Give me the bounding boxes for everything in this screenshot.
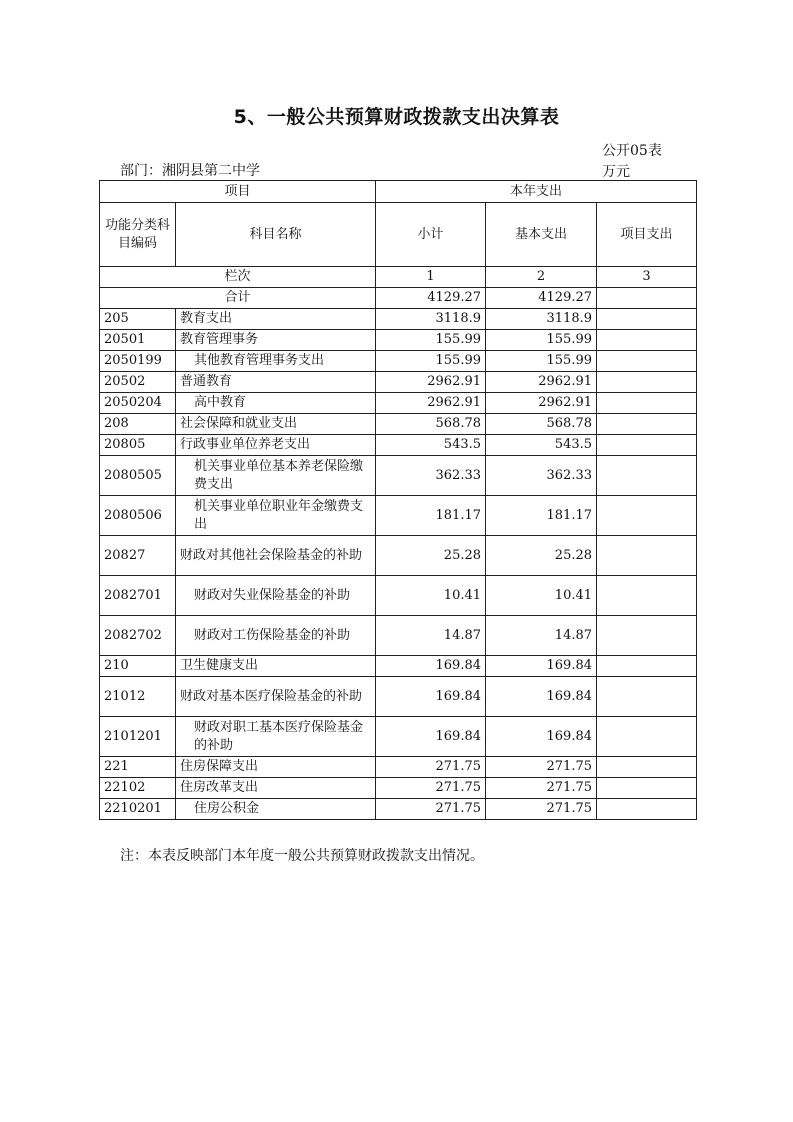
row-basic: 169.84 (486, 656, 597, 677)
row-project (597, 616, 697, 656)
table-row (100, 616, 697, 656)
table-row (100, 536, 697, 576)
total-subtotal: 4129.27 (376, 288, 486, 309)
row-name: 住房保障支出 (176, 757, 376, 778)
column-index-row (100, 267, 697, 288)
row-basic: 568.78 (486, 414, 597, 435)
column-index-3: 3 (597, 267, 697, 288)
table-row (100, 757, 697, 778)
page-title: 5、一般公共预算财政拨款支出决算表 (233, 106, 560, 128)
row-subtotal: 362.33 (376, 456, 486, 496)
row-code: 205 (100, 309, 176, 330)
row-code: 2080505 (100, 456, 176, 496)
table-row (100, 656, 697, 677)
row-name: 财政对失业保险基金的补助 (176, 576, 376, 616)
row-name: 社会保障和就业支出 (176, 414, 376, 435)
row-project (597, 757, 697, 778)
row-project (597, 372, 697, 393)
row-basic: 271.75 (486, 757, 597, 778)
column-index-1: 1 (376, 267, 486, 288)
table-row (100, 309, 697, 330)
row-project (597, 677, 697, 717)
row-name: 财政对基本医疗保险基金的补助 (176, 677, 376, 717)
row-code: 2210201 (100, 799, 176, 820)
row-name: 财政对职工基本医疗保险基金的补助 (176, 717, 376, 757)
row-code: 22102 (100, 778, 176, 799)
table-row (100, 496, 697, 536)
header-subtotal: 小计 (376, 203, 486, 267)
row-project (597, 536, 697, 576)
row-subtotal: 169.84 (376, 677, 486, 717)
row-project (597, 717, 697, 757)
header-project-exp: 项目支出 (597, 203, 697, 267)
table-row (100, 677, 697, 717)
row-basic: 271.75 (486, 778, 597, 799)
unit-label: 万元 (602, 164, 630, 180)
row-basic: 2962.91 (486, 393, 597, 414)
table-row (100, 414, 697, 435)
row-project (597, 309, 697, 330)
row-name: 机关事业单位基本养老保险缴费支出 (176, 456, 376, 496)
row-name: 高中教育 (176, 393, 376, 414)
footnote: 注：本表反映部门本年度一般公共预算财政拨款支出情况。 (120, 848, 484, 864)
row-code: 2082702 (100, 616, 176, 656)
row-subtotal: 543.5 (376, 435, 486, 456)
row-subtotal: 568.78 (376, 414, 486, 435)
total-project (597, 288, 697, 309)
table-row (100, 372, 697, 393)
table-row (100, 351, 697, 372)
row-subtotal: 181.17 (376, 496, 486, 536)
row-code: 21012 (100, 677, 176, 717)
table-row (100, 778, 697, 799)
row-code: 208 (100, 414, 176, 435)
row-subtotal: 271.75 (376, 799, 486, 820)
row-basic: 362.33 (486, 456, 597, 496)
table-row (100, 717, 697, 757)
row-subtotal: 10.41 (376, 576, 486, 616)
row-code: 221 (100, 757, 176, 778)
row-name: 教育管理事务 (176, 330, 376, 351)
row-subtotal: 14.87 (376, 616, 486, 656)
row-code: 2080506 (100, 496, 176, 536)
row-subtotal: 169.84 (376, 656, 486, 677)
total-row (100, 288, 697, 309)
row-name: 教育支出 (176, 309, 376, 330)
row-name: 财政对其他社会保险基金的补助 (176, 536, 376, 576)
row-basic: 271.75 (486, 799, 597, 820)
row-subtotal: 271.75 (376, 757, 486, 778)
row-basic: 25.28 (486, 536, 597, 576)
row-name: 住房改革支出 (176, 778, 376, 799)
row-subtotal: 155.99 (376, 330, 486, 351)
row-basic: 14.87 (486, 616, 597, 656)
row-basic: 155.99 (486, 351, 597, 372)
expenditure-table (99, 180, 697, 820)
header-row-1 (100, 181, 697, 203)
department-label: 部门：湘阴县第二中学 (120, 163, 260, 179)
table-row (100, 330, 697, 351)
row-name: 机关事业单位职业年金缴费支出 (176, 496, 376, 536)
row-subtotal: 155.99 (376, 351, 486, 372)
row-code: 2101201 (100, 717, 176, 757)
row-project (597, 576, 697, 616)
row-basic: 169.84 (486, 677, 597, 717)
row-project (597, 414, 697, 435)
row-project (597, 393, 697, 414)
row-project (597, 351, 697, 372)
row-basic: 3118.9 (486, 309, 597, 330)
table-row (100, 576, 697, 616)
row-project (597, 435, 697, 456)
row-name: 财政对工伤保险基金的补助 (176, 616, 376, 656)
row-basic: 543.5 (486, 435, 597, 456)
row-code: 20501 (100, 330, 176, 351)
row-code: 20805 (100, 435, 176, 456)
row-subtotal: 25.28 (376, 536, 486, 576)
row-subtotal: 2962.91 (376, 393, 486, 414)
row-project (597, 799, 697, 820)
row-code: 20827 (100, 536, 176, 576)
row-basic: 169.84 (486, 717, 597, 757)
table-row (100, 799, 697, 820)
row-subtotal: 169.84 (376, 717, 486, 757)
row-project (597, 330, 697, 351)
header-row-2 (100, 203, 697, 267)
column-index-2: 2 (486, 267, 597, 288)
row-basic: 2962.91 (486, 372, 597, 393)
row-project (597, 778, 697, 799)
header-func-code: 功能分类科目编码 (100, 203, 176, 267)
row-code: 2050204 (100, 393, 176, 414)
row-subtotal: 2962.91 (376, 372, 486, 393)
column-index-label: 栏次 (100, 267, 376, 288)
row-subtotal: 271.75 (376, 778, 486, 799)
row-name: 行政事业单位养老支出 (176, 435, 376, 456)
row-name: 其他教育管理事务支出 (176, 351, 376, 372)
row-basic: 155.99 (486, 330, 597, 351)
table-row (100, 393, 697, 414)
row-name: 普通教育 (176, 372, 376, 393)
total-label: 合计 (100, 288, 376, 309)
row-project (597, 456, 697, 496)
row-project (597, 656, 697, 677)
row-code: 2082701 (100, 576, 176, 616)
row-code: 2050199 (100, 351, 176, 372)
row-code: 210 (100, 656, 176, 677)
row-basic: 181.17 (486, 496, 597, 536)
form-number: 公开05表 (602, 143, 662, 159)
row-code: 20502 (100, 372, 176, 393)
header-project: 项目 (100, 181, 376, 203)
row-name: 卫生健康支出 (176, 656, 376, 677)
row-name: 住房公积金 (176, 799, 376, 820)
row-subtotal: 3118.9 (376, 309, 486, 330)
header-basic: 基本支出 (486, 203, 597, 267)
header-year-expense: 本年支出 (376, 181, 697, 203)
total-basic: 4129.27 (486, 288, 597, 309)
row-basic: 10.41 (486, 576, 597, 616)
header-subject-name: 科目名称 (176, 203, 376, 267)
table-row (100, 456, 697, 496)
row-project (597, 496, 697, 536)
table-row (100, 435, 697, 456)
